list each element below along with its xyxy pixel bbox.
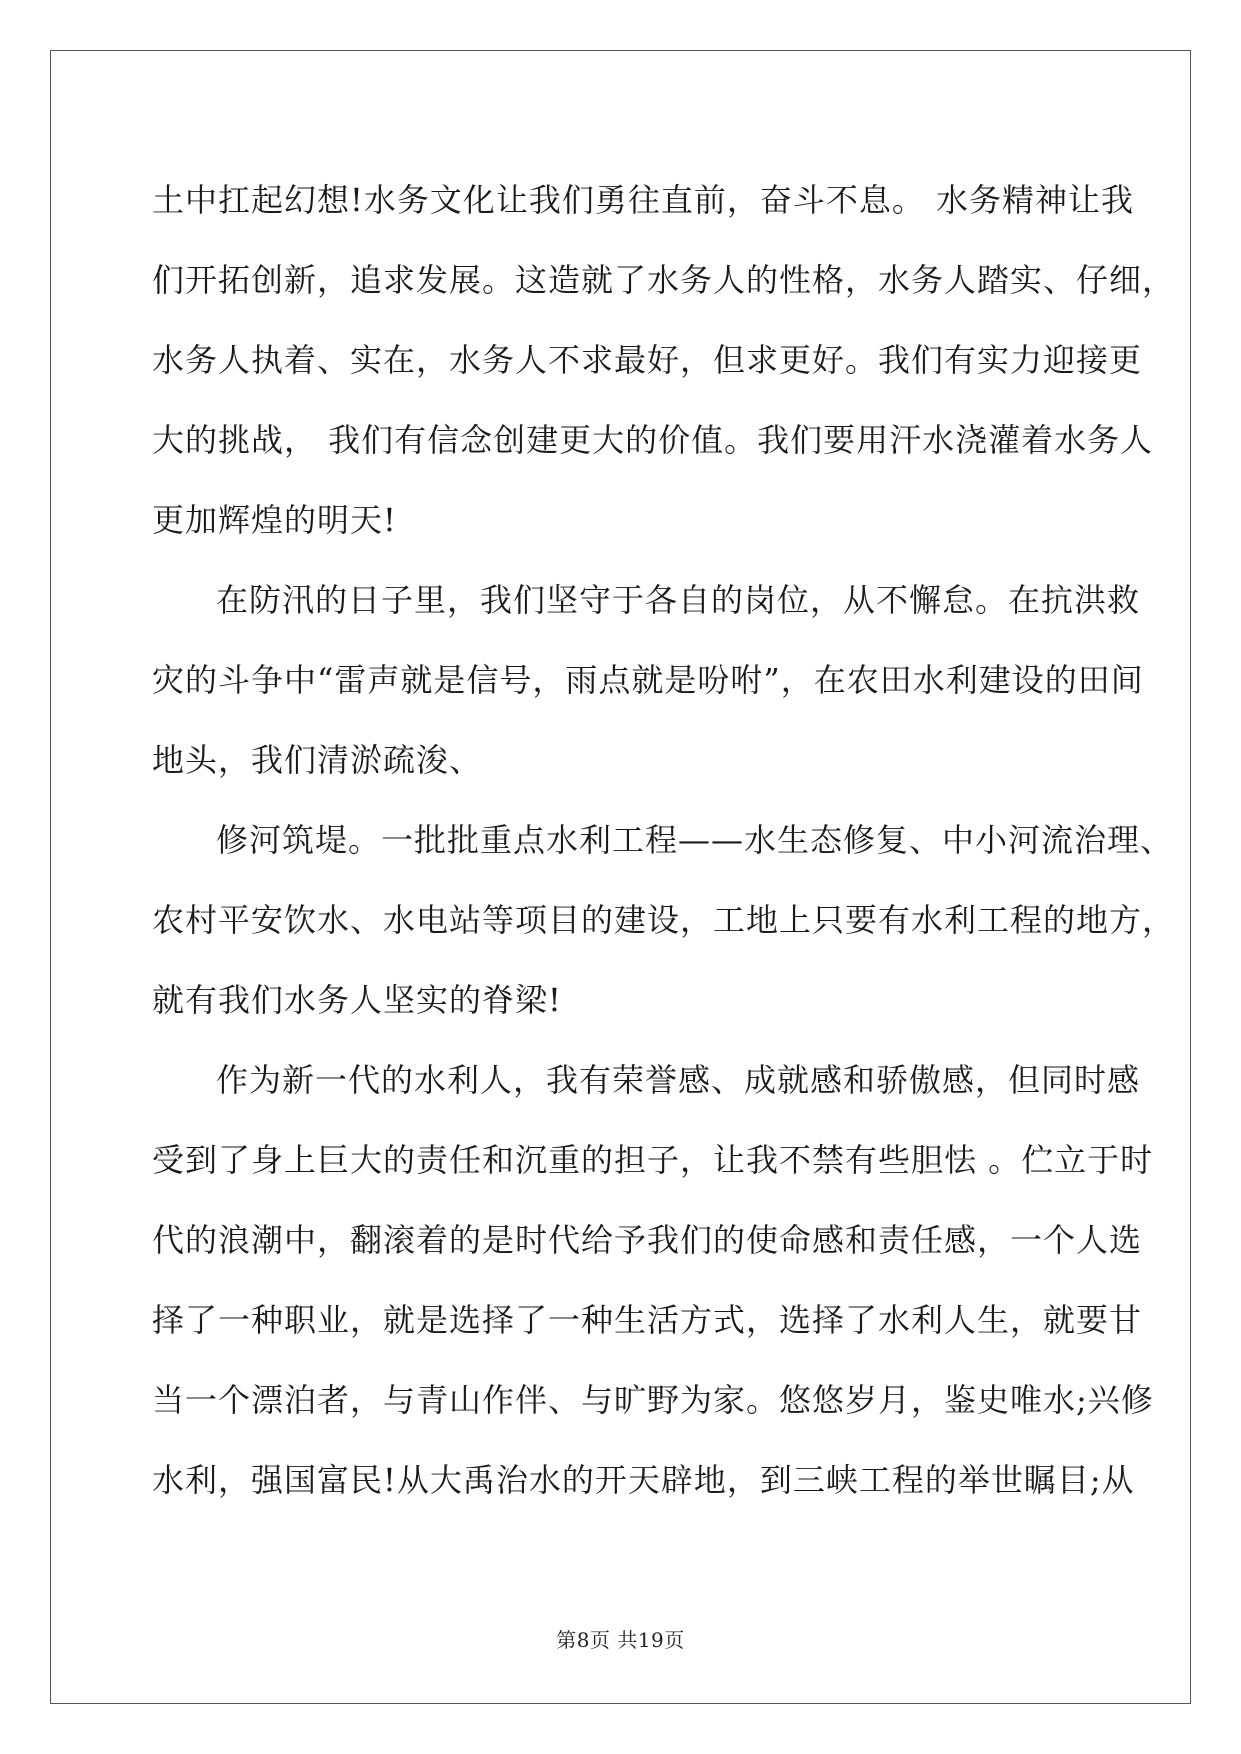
text-line: 土中扛起幻想!水务文化让我们勇往直前，奋斗不息。 水务精神让我 — [152, 181, 1135, 219]
text-line: 更加辉煌的明天! — [152, 501, 397, 539]
paragraph-start-line: 作为新一代的水利人，我有荣誉感、成就感和骄傲感，但同时感 — [216, 1061, 1141, 1099]
text-line: 水务人执着、实在，水务人不求最好，但求更好。我们有实力迎接更 — [152, 341, 1143, 379]
text-line: 地头，我们清淤疏浚、 — [152, 741, 483, 779]
text-line: 农村平安饮水、水电站等项目的建设，工地上只要有水利工程的地方， — [152, 901, 1176, 939]
page-number-footer: 第8页 共19页 — [556, 1628, 685, 1652]
text-line: 灾的斗争中“雷声就是信号，雨点就是吩咐”，在农田水利建设的田间 — [152, 661, 1144, 699]
text-line: 择了一种职业，就是选择了一种生活方式，选择了水利人生，就要甘 — [152, 1301, 1143, 1339]
text-line: 水利，强国富民!从大禹治水的开天辟地，到三峡工程的举世瞩目;从 — [152, 1461, 1135, 1499]
document-body — [152, 160, 1176, 1520]
text-line: 就有我们水务人坚实的脊梁! — [152, 981, 562, 1019]
text-line: 当一个漂泊者，与青山作伴、与旷野为家。悠悠岁月，鉴史唯水;兴修 — [152, 1381, 1154, 1419]
paragraph-start-line: 在防汛的日子里，我们坚守于各自的岗位，从不懈怠。在抗洪救 — [216, 581, 1141, 619]
text-line: 代的浪潮中，翻滚着的是时代给予我们的使命感和责任感，一个人选 — [152, 1221, 1143, 1259]
paragraph-start-line: 修河筑堤。一批批重点水利工程——水生态修复、中小河流治理、 — [216, 821, 1174, 859]
text-line: 们开拓创新，追求发展。这造就了水务人的性格，水务人踏实、仔细， — [152, 261, 1176, 299]
text-line: 大的挑战， 我们有信念创建更大的价值。我们要用汗水浇灌着水务人 — [152, 421, 1154, 459]
text-line: 受到了身上巨大的责任和沉重的担子，让我不禁有些胆怯 。伫立于时 — [152, 1141, 1154, 1179]
